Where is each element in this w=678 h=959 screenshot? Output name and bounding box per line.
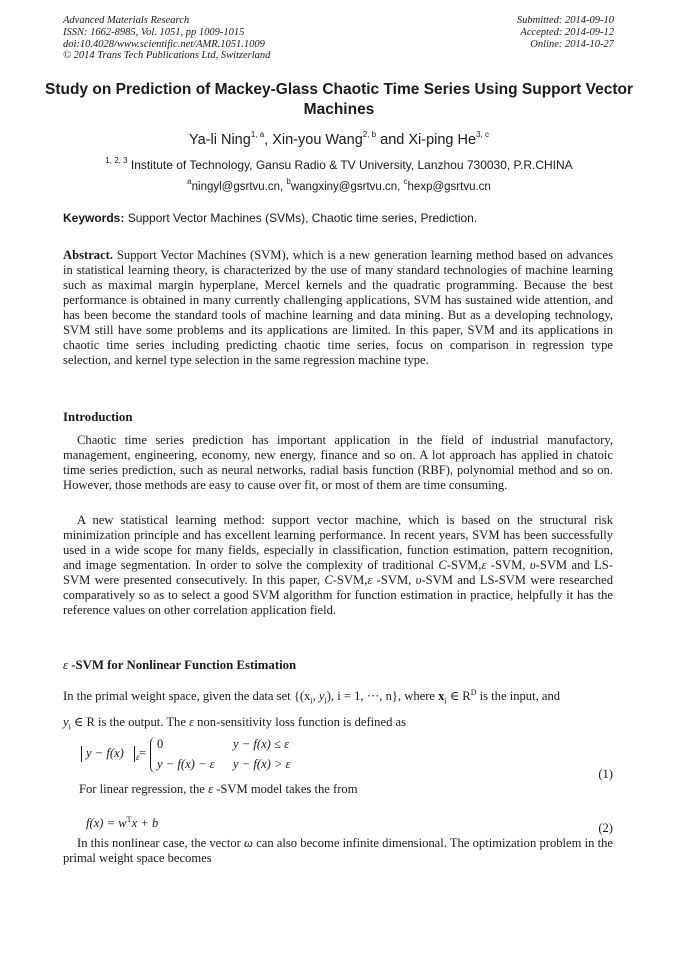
intro-p2-text-a: A new statistical learning method: support vector machine, which is based on the structural risk minimization principle and has excellent learning performance. In recent years, SVM has been successfully used in a wide scope for many fields, especially in classification, function estimation, pattern recognition, and image segmentation. In order to solve the complexity of traditional — [63, 513, 613, 572]
eq2-lhs: f(x) = w — [86, 816, 127, 831]
abstract-label: Abstract. — [63, 248, 114, 262]
section-title-text: -SVM for Nonlinear Function Estimation — [68, 658, 297, 672]
journal-issn: ISSN: 1662-8985, Vol. 1051, pp 1009-1015 — [63, 26, 245, 38]
journal-header-left — [63, 15, 270, 62]
email-b[interactable]: wangxiny@gsrtvu.cn, — [290, 180, 404, 193]
symbol-omega: ω — [244, 836, 253, 850]
eq2-transpose: T — [126, 815, 132, 824]
eq1-case1-value: 0 — [157, 737, 164, 751]
author-2: Xin-you Wang — [272, 131, 363, 148]
section2-paragraph-2 — [79, 782, 609, 797]
s2-p1-text-a: In the primal weight space, given the data set — [63, 689, 294, 704]
symbol-nu: υ — [415, 573, 422, 587]
section2-paragraph-1 — [63, 683, 613, 737]
s2-p3-text-a: In this nonlinear case, the vector — [77, 836, 245, 850]
intro-paragraph-2 — [63, 513, 613, 618]
sub-i: i — [324, 696, 327, 706]
abstract-text: Support Vector Machines (SVM), which is a new generation learning method based on advances in statistical learning theory, is characterized by the use of many standard technologies of machine learning such as maximal margin hyperplane, Mercel kernels and the quadratic programming. Because the best performance is obtained in many currently challenging applications, SVM has sustained wide attention, and has been become the standard tools of machine learning and data mining. But as a developing technology, SVM still have some problems and its applications are limited. In this paper, SVM and its applications in chaotic time series including predicting chaotic time series, focus on comparison in regression type selection, and kernel type selection in the same regression machine type. — [63, 248, 613, 367]
symbol-nu: υ — [529, 558, 536, 572]
symbol-y: y — [63, 714, 69, 729]
affiliation — [40, 157, 638, 172]
intro-p2-text-c: -SVM and LS-SVM were researched comparatively so as to select a good SVM algorithm for function estimation in practice, helpfully it has the reference values on other correlation application field. — [63, 573, 613, 617]
online-date: Online: 2014-10-27 — [530, 38, 614, 50]
eq1-case1-cond-expr: y − f(x) ≤ ε — [233, 737, 290, 751]
author-3: Xi-ping He — [408, 131, 477, 148]
symbol-epsilon: ε — [481, 558, 487, 572]
sup-d: D — [470, 688, 477, 697]
affiliation-text: Institute of Technology, Gansu Radio & TV University, Lanzhou 730030, P.R.CHINA — [127, 158, 573, 172]
email-c[interactable]: hexp@gsrtvu.cn — [407, 180, 491, 193]
s2-p1-text-d: ∈ R is the output. The — [70, 714, 190, 729]
affiliation-sup: 1, 2, 3 — [105, 156, 128, 165]
keywords — [63, 211, 615, 225]
email-a-sup: a — [187, 177, 192, 186]
author-1: Ya-li Ning — [189, 131, 251, 148]
email-list — [40, 178, 638, 193]
in-r: ∈ R — [446, 689, 471, 704]
abs-bar-left — [81, 746, 82, 762]
svm-label: -SVM, — [446, 558, 482, 572]
svm-label: -SVM, — [372, 573, 416, 587]
dataset-open: {(x — [293, 689, 311, 704]
eq1-case1-condition — [233, 737, 289, 752]
symbol-epsilon: ε — [63, 658, 69, 672]
svm-label: -SVM, — [486, 558, 530, 572]
author-1-sup: 1, a — [250, 130, 265, 139]
intro-p2-text-b: -SVM and LS-SVM were presented consecutively. In this paper, — [63, 558, 614, 587]
journal-doi: doi:10.4028/www.scientific.net/AMR.1051.1009 — [63, 38, 265, 50]
keywords-text: Support Vector Machines (SVMs), Chaotic time series, Prediction. — [124, 211, 478, 225]
eq2-tail: x + b — [131, 816, 159, 831]
symbol-c: C — [438, 558, 447, 572]
sub-i: i — [444, 696, 447, 706]
s2-p3-text-b: can also become infinite dimensional. The optimization problem in the primal weight space becomes — [63, 836, 613, 865]
section-title-epsilon-svm — [63, 658, 296, 673]
s2-p2-text-a: For linear regression, the — [79, 782, 209, 796]
author-3-sup: 3, c — [476, 130, 489, 139]
email-a[interactable]: ningyl@gsrtvu.cn, — [191, 180, 287, 193]
s2-p1-text-c: is the input, and — [476, 689, 561, 704]
section2-paragraph-3 — [63, 836, 613, 866]
svm-label: -SVM, — [332, 573, 368, 587]
eq1-lhs — [86, 746, 124, 761]
keywords-label: Keywords: — [63, 211, 125, 225]
author-sep: and — [376, 131, 409, 148]
eq2 — [86, 815, 158, 831]
author-2-sup: 2, b — [362, 130, 377, 139]
s2-p1-text-e: non-sensitivity loss function is defined as — [194, 714, 407, 729]
author-sep: , — [264, 131, 273, 148]
symbol-y: y — [318, 689, 325, 704]
symbol-epsilon: ε — [367, 573, 373, 587]
journal-name: Advanced Materials Research — [63, 15, 190, 26]
eq1-case2-cond-expr: y − f(x) > ε — [233, 757, 291, 771]
eq1-equals: = — [139, 746, 147, 760]
journal-header-right — [517, 15, 614, 50]
eq1-case2-condition — [233, 757, 291, 772]
dataset-close: ), i = 1, ···, n}, — [326, 689, 402, 704]
sub-i: i — [68, 722, 71, 732]
eq2-number: (2) — [598, 821, 613, 835]
email-c-sup: c — [403, 177, 408, 186]
paper-title: Study on Prediction of Mackey-Glass Chaotic Time Series Using Support Vector Machines — [45, 81, 633, 118]
accepted-date: Accepted: 2014-09-12 — [520, 26, 614, 38]
section-title-introduction: Introduction — [63, 410, 133, 424]
abs-bar-right — [134, 746, 135, 762]
submitted-date: Submitted: 2014-09-10 — [516, 15, 614, 26]
eq1-case2-expr: y − f(x) − ε — [157, 757, 215, 771]
sub-i: i — [310, 696, 313, 706]
abstract — [63, 248, 613, 368]
intro-paragraph-1: Chaotic time series prediction has important application in the field of industrial manufactory, management, engineering, economy, new energy, finance and so on. A lot approach has applied in chatoic time series prediction, such as neural networks, radial basis function (RBF), polynomial method and so on. However, those methods are easy to cause over fit, or most of them are time consuming. — [63, 433, 613, 492]
email-b-sup: b — [286, 177, 291, 186]
s2-p1-text-b: where — [401, 689, 439, 704]
s2-p2-text-b: -SVM model takes the from — [213, 782, 358, 796]
symbol-epsilon: ε — [208, 782, 214, 796]
journal-copyright: © 2014 Trans Tech Publications Ltd, Switzerland — [63, 50, 271, 62]
dataset-expression: {($x_i$, $y_i$), i = 1, ···, n}, — [293, 689, 402, 706]
symbol-c: C — [324, 573, 333, 587]
eq1-lhs-expr: y − f(x) — [86, 746, 124, 760]
eq1-sub-eps: ε — [136, 752, 140, 762]
symbol-x: x — [438, 689, 445, 704]
eq1-brace — [150, 737, 157, 773]
author-list — [40, 131, 638, 148]
symbol-epsilon: ε — [189, 714, 195, 729]
eq1-number: (1) — [598, 767, 613, 781]
eq1-case2-value — [157, 757, 215, 772]
